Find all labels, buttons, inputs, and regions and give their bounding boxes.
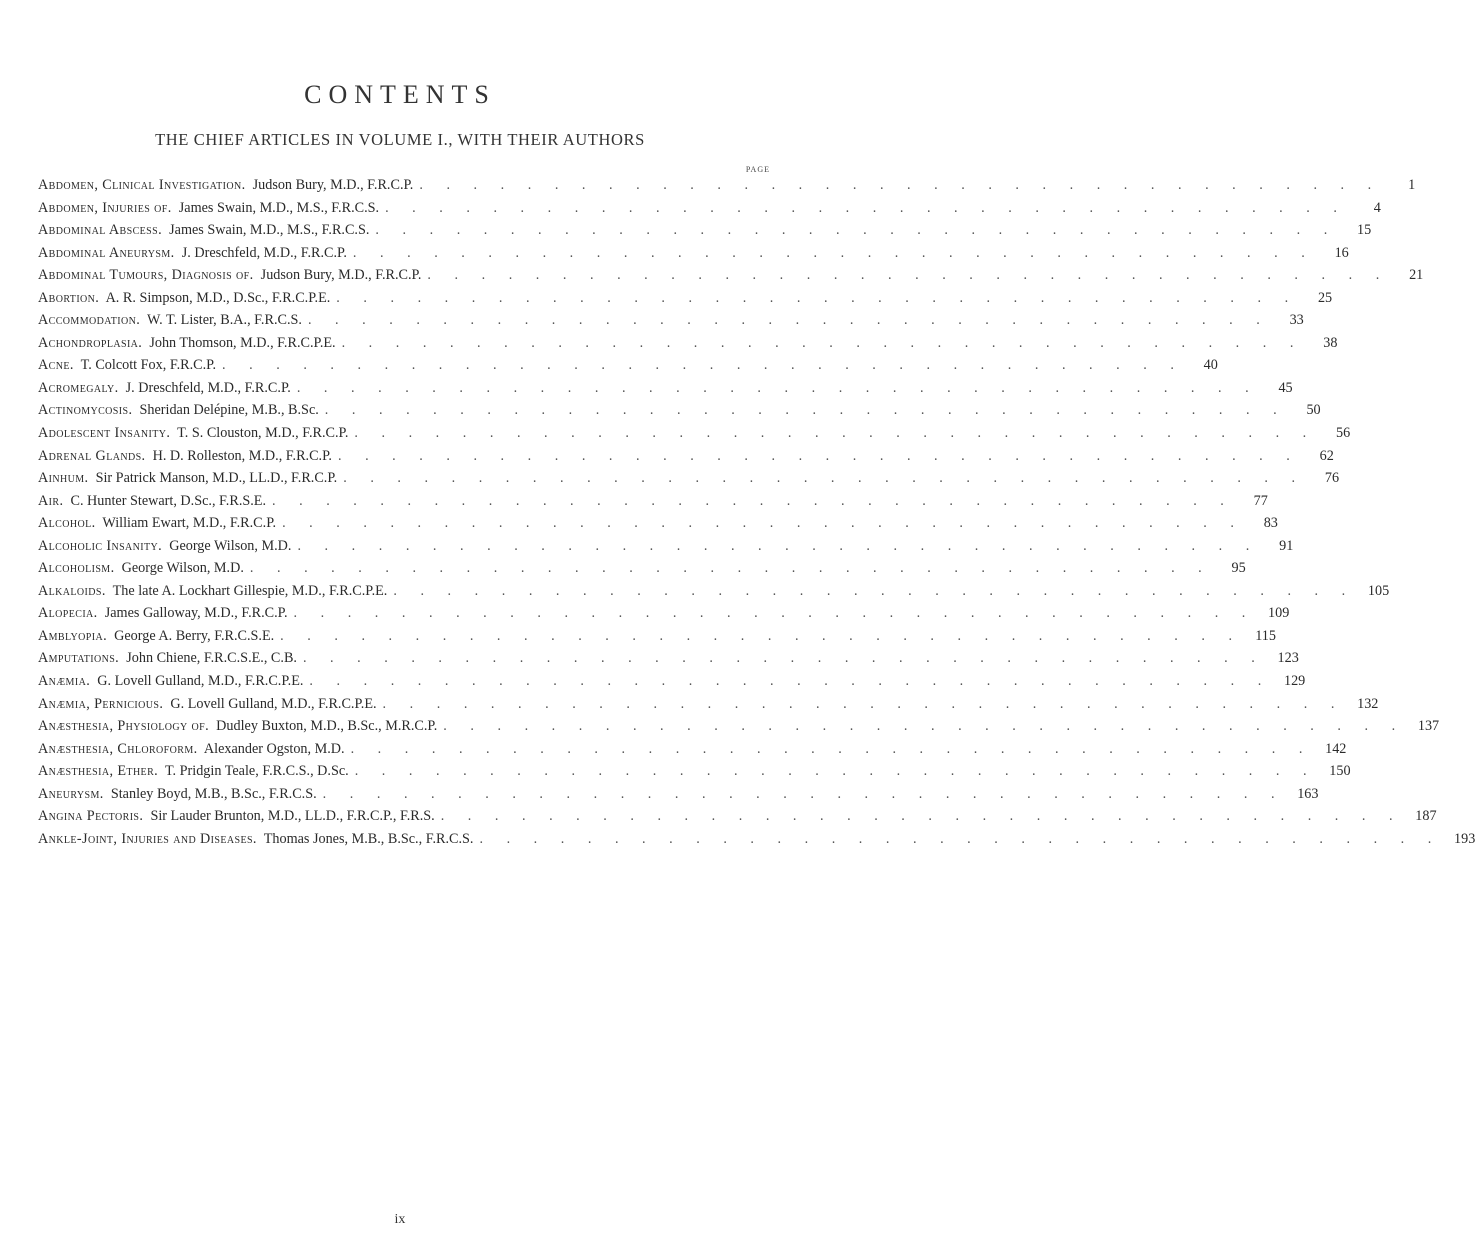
- entry-author: Thomas Jones, M.B., B.Sc., F.R.C.S.: [263, 830, 474, 847]
- contents-entry: [38, 244, 1349, 268]
- entry-author: John Chiene, F.R.C.S.E., C.B.: [126, 650, 297, 667]
- entry-page-number: 25: [1317, 289, 1333, 306]
- entry-subject: Actinomycosis.: [38, 402, 133, 419]
- entry-page-number: 193: [1454, 830, 1475, 847]
- dot-leader: [437, 718, 1405, 735]
- contents-entry: [38, 718, 1440, 741]
- entry-subject: Adolescent Insanity.: [38, 425, 171, 442]
- entry-subject: Alcoholic Insanity.: [38, 537, 163, 554]
- contents-entry: [38, 515, 1278, 538]
- entry-subject: Accommodation.: [38, 312, 141, 329]
- entry-subject: Abdominal Aneurysm.: [38, 244, 175, 261]
- contents-list: [38, 177, 1475, 853]
- entry-text: [38, 538, 291, 555]
- entry-text: [38, 312, 302, 329]
- entry-page-number: 142: [1325, 740, 1347, 757]
- entry-text: [38, 583, 387, 600]
- page-column-label: PAGE: [745, 165, 770, 174]
- entry-text: [38, 696, 377, 713]
- entry-subject: Adrenal Glands.: [38, 447, 146, 464]
- entry-subject: Anæsthesia, Chloroform.: [38, 740, 198, 757]
- entry-author: T. Pridgin Teale, F.R.C.S., D.Sc.: [164, 763, 349, 780]
- entry-text: [38, 515, 276, 532]
- entry-author: G. Lovell Gulland, M.D., F.R.C.P.E.: [97, 673, 304, 690]
- entry-page-number: 95: [1231, 560, 1246, 577]
- entry-subject: Amputations.: [38, 650, 120, 667]
- contents-entry: [38, 830, 1475, 854]
- dot-leader: [379, 200, 1347, 217]
- dot-leader: [216, 357, 1184, 374]
- entry-subject: Anæmia.: [38, 673, 91, 690]
- dot-leader: [435, 808, 1403, 825]
- page-title: CONTENTS: [304, 80, 496, 109]
- entry-text: [38, 267, 421, 284]
- entry-page-number: 83: [1263, 515, 1278, 532]
- entry-subject: Acne.: [38, 357, 74, 374]
- entry-text: [38, 380, 291, 397]
- entry-text: [38, 673, 303, 690]
- entry-subject: Acromegaly.: [38, 379, 119, 396]
- contents-entry: [38, 695, 1379, 719]
- entry-author: J. Dreschfeld, M.D., F.R.C.P.: [181, 244, 347, 261]
- entry-author: Stanley Boyd, M.B., B.Sc., F.R.C.S.: [110, 785, 317, 802]
- contents-entry: [38, 537, 1294, 561]
- contents-entry: [38, 650, 1299, 673]
- entry-page-number: 123: [1277, 650, 1299, 667]
- entry-text: [38, 560, 244, 577]
- contents-entry: [38, 312, 1304, 335]
- entry-text: [38, 808, 435, 825]
- entry-text: [38, 177, 413, 194]
- entry-author: T. S. Clouston, M.D., F.R.C.P.: [177, 425, 349, 442]
- entry-page-number: 38: [1323, 334, 1338, 351]
- dot-leader: [291, 380, 1259, 397]
- entry-text: [38, 290, 330, 307]
- entry-text: [38, 245, 347, 262]
- entry-subject: Alcoholism.: [38, 560, 115, 577]
- contents-entry: [38, 267, 1424, 290]
- dot-leader: [303, 673, 1271, 690]
- contents-entry: [38, 177, 1416, 200]
- entry-text: [38, 493, 266, 510]
- contents-entry: [38, 222, 1372, 245]
- entry-text: [38, 628, 274, 645]
- entry-page-number: 4: [1373, 199, 1381, 216]
- contents-entry: [38, 334, 1338, 358]
- dot-leader: [297, 650, 1265, 667]
- contents-entry: [38, 289, 1333, 313]
- entry-page-number: 16: [1334, 244, 1349, 261]
- contents-entry: [38, 357, 1218, 380]
- entry-page-number: 21: [1409, 267, 1424, 284]
- entry-subject: Abdomen, Injuries of.: [38, 199, 172, 216]
- dot-leader: [336, 335, 1304, 352]
- contents-entry: [38, 673, 1306, 696]
- entry-page-number: 40: [1203, 357, 1218, 374]
- entry-text: [38, 222, 369, 239]
- entry-author: A. R. Simpson, M.D., D.Sc., F.R.C.P.E.: [105, 289, 331, 306]
- entry-author: W. T. Lister, B.A., F.R.C.S.: [147, 312, 302, 329]
- entry-page-number: 163: [1297, 785, 1319, 802]
- contents-entry: [38, 582, 1390, 606]
- entry-text: [38, 448, 332, 465]
- entry-page-number: 77: [1253, 492, 1268, 509]
- entry-text: [38, 763, 349, 780]
- entry-author: William Ewart, M.D., F.R.C.P.: [102, 515, 277, 532]
- contents-entry: [38, 402, 1321, 425]
- dot-leader: [349, 763, 1317, 780]
- entry-author: H. D. Rolleston, M.D., F.R.C.P.: [152, 447, 332, 464]
- dot-leader: [288, 605, 1256, 622]
- dot-leader: [274, 628, 1242, 645]
- entry-subject: Ainhum.: [38, 470, 89, 487]
- entry-subject: Amblyopia.: [38, 627, 108, 644]
- contents-entry: [38, 425, 1351, 448]
- entry-text: [38, 470, 337, 487]
- contents-entry: [38, 447, 1334, 471]
- entry-subject: Anæsthesia, Ether.: [38, 763, 159, 780]
- entry-page-number: 15: [1357, 222, 1372, 239]
- entry-text: [38, 335, 336, 352]
- entry-page-number: 150: [1329, 763, 1351, 780]
- entry-page-number: 62: [1319, 447, 1334, 464]
- entry-author: James Swain, M.D., M.S., F.R.C.S.: [169, 222, 370, 239]
- entry-author: G. Lovell Gulland, M.D., F.R.C.P.E.: [170, 695, 377, 712]
- entry-author: C. Hunter Stewart, D.Sc., F.R.S.E.: [70, 492, 267, 509]
- entry-text: [38, 831, 473, 848]
- entry-page-number: 137: [1417, 718, 1440, 735]
- dot-leader: [302, 312, 1270, 329]
- entry-page-number: 33: [1289, 312, 1304, 329]
- entry-text: [38, 741, 345, 758]
- entry-subject: Alcohol.: [38, 515, 96, 532]
- entry-text: [38, 402, 319, 419]
- dot-leader: [387, 583, 1355, 600]
- entry-page-number: 76: [1324, 470, 1340, 487]
- entry-author: George Wilson, M.D.: [121, 560, 244, 577]
- dot-leader: [421, 267, 1389, 284]
- entry-subject: Achondroplasia.: [38, 334, 143, 351]
- contents-entry: [38, 808, 1437, 831]
- entry-page-number: 129: [1283, 673, 1306, 690]
- entry-subject: Ankle-Joint, Injuries and Diseases.: [38, 830, 257, 847]
- entry-page-number: 45: [1278, 379, 1293, 396]
- entry-page-number: 132: [1357, 695, 1379, 712]
- entry-subject: Abortion.: [38, 289, 100, 306]
- entry-author: Sir Patrick Manson, M.D., LL.D., F.R.C.P.: [95, 470, 338, 487]
- entry-page-number: 105: [1367, 582, 1390, 599]
- dot-leader: [266, 493, 1234, 510]
- contents-entry: [38, 740, 1347, 764]
- entry-page-number: 56: [1336, 425, 1351, 442]
- entry-subject: Anæmia, Pernicious.: [38, 695, 164, 712]
- entry-text: [38, 200, 379, 217]
- entry-text: [38, 605, 288, 622]
- page-number: ix: [394, 1212, 406, 1227]
- entry-author: James Galloway, M.D., F.R.C.P.: [104, 605, 288, 622]
- dot-leader: [347, 245, 1315, 262]
- dot-leader: [377, 696, 1345, 713]
- entry-subject: Anæsthesia, Physiology of.: [38, 718, 210, 735]
- entry-page-number: 109: [1268, 605, 1290, 622]
- entry-author: T. Colcott Fox, F.R.C.P.: [80, 357, 217, 374]
- entry-page-number: 187: [1415, 808, 1437, 825]
- entry-author: Sheridan Delépine, M.B., B.Sc.: [139, 402, 319, 419]
- entry-text: [38, 650, 297, 667]
- entry-subject: Abdomen, Clinical Investigation.: [38, 177, 246, 193]
- entry-text: [38, 718, 437, 735]
- entry-author: J. Dreschfeld, M.D., F.R.C.P.: [125, 379, 291, 396]
- entry-subject: Air.: [38, 492, 64, 509]
- contents-entry: [38, 470, 1340, 493]
- dot-leader: [348, 425, 1316, 442]
- dot-leader: [413, 177, 1381, 194]
- dot-leader: [319, 402, 1287, 419]
- contents-entry: [38, 763, 1351, 786]
- entry-author: George Wilson, M.D.: [169, 537, 292, 554]
- dot-leader: [369, 222, 1337, 239]
- entry-page-number: 50: [1306, 402, 1321, 419]
- entry-text: [38, 786, 317, 803]
- entry-subject: Alopecia.: [38, 605, 98, 622]
- entry-subject: Angina Pectoris.: [38, 808, 144, 825]
- entry-text: [38, 425, 348, 442]
- dot-leader: [332, 448, 1300, 465]
- contents-entry: [38, 785, 1319, 809]
- contents-entry: [38, 605, 1290, 628]
- dot-leader: [345, 741, 1313, 758]
- entry-author: Alexander Ogston, M.D.: [203, 740, 345, 757]
- entry-author: James Swain, M.D., M.S., F.R.C.S.: [178, 199, 380, 216]
- entry-page-number: 91: [1279, 537, 1294, 554]
- entry-subject: Abdominal Tumours, Diagnosis of.: [38, 267, 254, 284]
- contents-entry: [38, 492, 1268, 516]
- contents-entry: [38, 379, 1293, 403]
- entry-author: Judson Bury, M.D., F.R.C.P.: [260, 267, 422, 284]
- contents-entry: [38, 560, 1246, 583]
- entry-subject: Abdominal Abscess.: [38, 222, 163, 239]
- entry-page-number: 115: [1255, 627, 1276, 644]
- entry-author: Judson Bury, M.D., F.R.C.P.: [252, 177, 414, 193]
- entry-author: Sir Lauder Brunton, M.D., LL.D., F.R.C.P., F.R.S.: [150, 808, 435, 825]
- dot-leader: [330, 290, 1298, 307]
- dot-leader: [291, 538, 1259, 555]
- entry-author: George A. Berry, F.R.C.S.E.: [114, 627, 275, 644]
- entry-subject: Alkaloids.: [38, 582, 106, 599]
- entry-subject: Aneurysm.: [38, 785, 104, 802]
- dot-leader: [317, 786, 1285, 803]
- dot-leader: [244, 560, 1212, 577]
- entry-page-number: 1: [1408, 177, 1416, 193]
- dot-leader: [337, 470, 1305, 487]
- contents-entry: [38, 627, 1276, 651]
- entry-author: The late A. Lockhart Gillespie, M.D., F.R.C.P.E.: [112, 582, 388, 599]
- entry-author: John Thomson, M.D., F.R.C.P.E.: [149, 334, 336, 351]
- dot-leader: [276, 515, 1244, 532]
- dot-leader: [473, 831, 1441, 848]
- page-subtitle: THE CHIEF ARTICLES IN VOLUME I., WITH THEIR AUTHORS: [155, 130, 645, 149]
- contents-entry: [38, 199, 1381, 223]
- entry-author: Dudley Buxton, M.D., B.Sc., M.R.C.P.: [216, 718, 438, 735]
- entry-text: [38, 357, 216, 374]
